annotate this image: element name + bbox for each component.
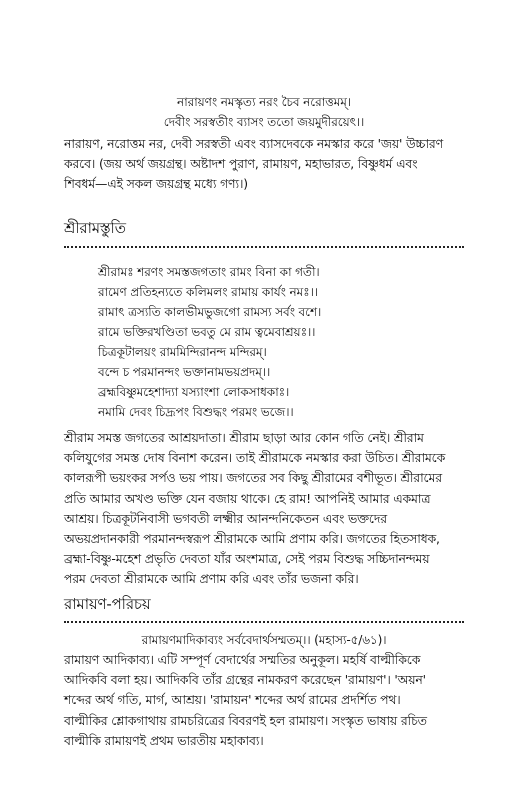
- verse-line: রামাৎ ত্রস্যতি কালভীমভুজগো রামস্য সর্বং বশে।: [98, 305, 322, 319]
- paragraph-line: প্রতি আমার অখণ্ড ভক্তি যেন বজায় থাকে। হে রাম! আপনিই আমার একমাত্র: [64, 490, 431, 506]
- verse-line: ব্রহ্মবিষ্ণুমহেশাদ্যা যস্যাংশা লোকসাধকাঃ।: [98, 385, 290, 399]
- verse-line: শ্রীরামঃ শরণং সমস্তজগতাং রামং বিনা কা গতী।: [98, 265, 320, 279]
- paragraph-line: আশ্রয়। চিত্রকূটনিবাসী ভগবতী লক্ষ্মীর আনন্দনিকেতন এবং ভক্তদের: [64, 510, 387, 526]
- invocation-meaning: [64, 134, 464, 195]
- paragraph-line: কলিযুগের সমস্ত দোষ বিনাশ করেন। তাই শ্রীরামকে নমস্কার করা উচিত। শ্রীরামকে: [64, 450, 446, 466]
- paragraph-line: শিবধর্ম—এই সকল জয়গ্রন্থ মধ্যে গণ্য।): [64, 176, 248, 192]
- ramayana-verse: [64, 630, 464, 650]
- paragraph-line: শব্দের অর্থ গতি, মার্গ, আশ্রয়। 'রামায়ন' শব্দের অর্থ রামের প্রদর্শিত পথ।: [64, 692, 401, 708]
- section-heading-ramayana-parichay: রামায়ণ-পরিচয়: [64, 595, 151, 613]
- paragraph-line: রামায়ণ আদিকাব্য। এটি সম্পূর্ণ বেদার্থের সম্মতির অনুকূল। মহর্ষি বাল্মীকিকে: [64, 652, 421, 667]
- verse-line: নারায়ণং নমস্কৃত্য নরং চৈব নরোত্তমম্।: [177, 95, 351, 109]
- verse-line: চিত্রকূটালয়ং রামমিন্দিরানন্দ মন্দিরম্।: [98, 345, 267, 359]
- paragraph-line: করবে। (জয় অর্থ জয়গ্রন্থ। অষ্টাদশ পুরাণ, রামায়ণ, মহাভারত, বিষ্ণুধর্ম এবং: [64, 156, 418, 172]
- ramayana-meaning: [64, 650, 464, 751]
- stuti-verses: [64, 262, 464, 422]
- invocation-verse: [64, 92, 464, 132]
- paragraph-line: বাল্মীকি রামায়ণই প্রথম ভারতীয় মহাকাব্য।: [64, 732, 264, 748]
- paragraph-line: নারায়ণ, নরোত্তম নর, দেবী সরস্বতী এবং ব্যাসদেবকে নমস্কার করে 'জয়' উচ্চারণ: [64, 136, 443, 151]
- verse-line: রামায়ণমাদিকাব্যং সর্ববেদার্থসম্মতম্।। (মহাস্য-৫/৬১)।: [141, 633, 387, 647]
- dotted-divider: [64, 246, 464, 248]
- paragraph-line: ব্রহ্মা-বিষ্ণু-মহেশ প্রভৃতি দেবতা যাঁর অংশমাত্র, সেই পরম বিশুদ্ধ সচ্চিদানন্দময়: [64, 551, 430, 567]
- verse-line: বন্দে চ পরমানন্দং ভক্তানামভয়প্রদম্।।: [98, 365, 271, 379]
- paragraph-line: কালরূপী ভয়ংকর সর্পও ভয় পায়। জগতের সব কিছু শ্রীরামের বশীভূত। শ্রীরামের: [64, 470, 442, 486]
- stuti-meaning: [64, 428, 464, 590]
- paragraph-line: অভয়প্রদানকারী পরমানন্দস্বরূপ শ্রীরামকে আমি প্রণাম করি। জগতের হিতসাধক,: [64, 531, 440, 547]
- paragraph-line: শ্রীরাম সমস্ত জগতের আশ্রয়দাতা। শ্রীরাম ছাড়া আর কোন গতি নেই। শ্রীরাম: [64, 430, 424, 445]
- dotted-divider: [64, 621, 464, 623]
- paragraph-line: বাল্মীকির শ্লোকগাথায় রামচরিত্রের বিবরণই হল রামায়ণ। সংস্কৃত ভাষায় রচিত: [64, 712, 427, 728]
- verse-line: দেবীং সরস্বতীং ব্যাসং ততো জয়মুদীরয়েৎ।।: [163, 115, 365, 129]
- paragraph-line: আদিকবি বলা হয়। আদিকবি তাঁর গ্রন্থের নামকরণ করেছেন 'রামায়ণ'। 'অয়ন': [64, 672, 426, 688]
- verse-line: রামেণ প্রতিহন্যতে কলিমলং রামায় কার্যং নমঃ।।: [98, 285, 318, 299]
- verse-line: নমামি দেবং চিদ্রূপং বিশুদ্ধং পরমং ভজে।।: [98, 405, 294, 419]
- section-heading-sriramastuti: শ্রীরামস্তুতি: [64, 219, 126, 237]
- paragraph-line: পরম দেবতা শ্রীরামকে আমি প্রণাম করি এবং তাঁর ভজনা করি।: [64, 571, 359, 587]
- verse-line: রামে ভক্তিরখণ্ডিতা ভবতু মে রাম ত্বমেবাশ্রয়ঃ।।: [98, 325, 316, 339]
